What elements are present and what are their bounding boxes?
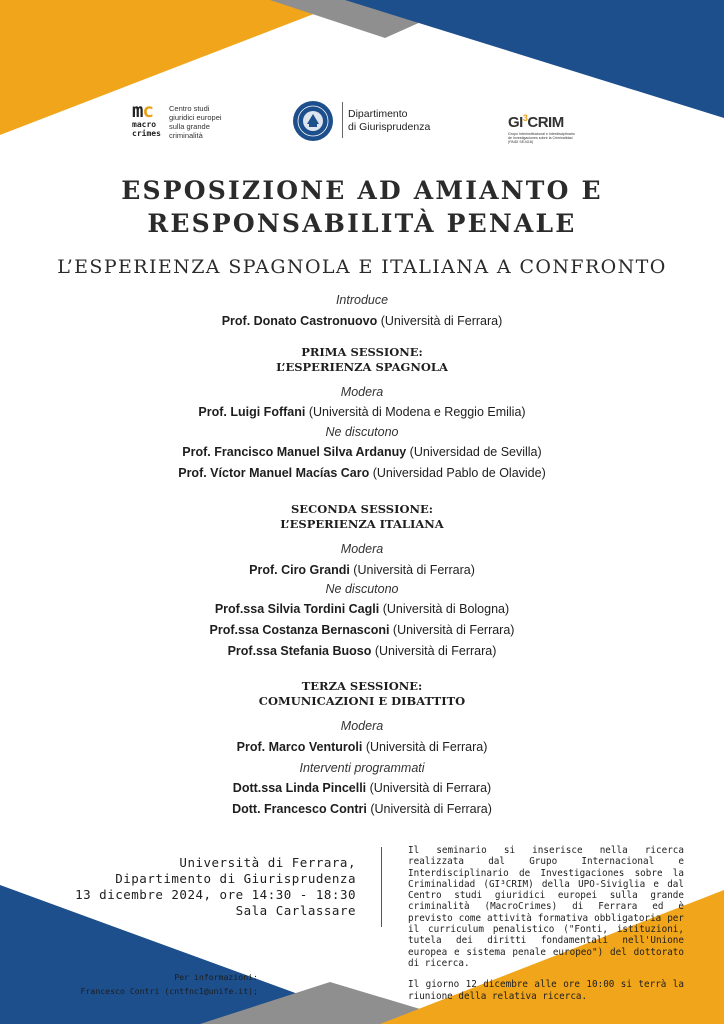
- session2-mod-role: Modera: [340, 542, 384, 556]
- university-seal-icon: [292, 100, 334, 142]
- session2-panelist2: [0, 622, 724, 638]
- mc-macro: macro: [132, 120, 157, 129]
- page-subtitle: L’ESPERIENZA SPAGNOLA E ITALIANA A CONFRONTO: [57, 256, 667, 278]
- session2-panelist1: [0, 601, 724, 617]
- venue-line2: Dipartimento di Giurisprudenza: [115, 871, 356, 886]
- intro-speaker: [0, 313, 724, 329]
- session3-speaker2: [0, 801, 724, 817]
- intro-role: Introduce: [335, 293, 389, 307]
- gi3crim-name: [508, 110, 578, 131]
- event-notes: [408, 845, 684, 1012]
- speaker-affiliation: (Università di Ferrara): [389, 623, 515, 637]
- gi-text: GI: [508, 114, 523, 131]
- macrocrimes-mark: [132, 102, 166, 138]
- session2-moderator: [0, 562, 724, 578]
- speaker-name: Prof. Francisco Manuel Silva Ardanuy: [182, 445, 407, 459]
- gi3crim-logo: [508, 110, 578, 144]
- gi-sup: 3: [522, 113, 528, 123]
- session2-panelist3: [0, 643, 724, 659]
- mc-c-letter: c: [142, 100, 153, 122]
- speaker-affiliation: (Universidad Pablo de Olavide): [369, 466, 546, 480]
- session2-disc-role: Ne discutono: [325, 582, 399, 596]
- session3-title2: COMUNICAZIONI E DIBATTITO: [258, 694, 466, 708]
- session2-title2: L’ESPERIENZA ITALIANA: [280, 517, 444, 531]
- speaker-name: Dott.ssa Linda Pincelli: [232, 781, 367, 795]
- session3-moderator: [0, 739, 724, 755]
- speaker-name: Prof.ssa Stefania Buoso: [227, 644, 372, 658]
- dipartimento-text: [348, 108, 448, 133]
- session3-title1: TERZA SESSIONE:: [301, 679, 423, 693]
- mc-crimes: crimes: [132, 128, 161, 138]
- dipartimento-logo: [292, 98, 442, 144]
- research-note: Il seminario si inserisce nella ricerca realizzata dal Grupo Internacional e Interdisciplinario de Investigaciones sobre la Criminalidad (GI³CRIM) della UPO-Siviglia e dal Centro studi giuridici europei sulla grande criminalità (MacroCrimes) di Ferrara ed è previsto come attività formativa obbligatoria per il curriculum penalistico ("Fonti, istituzioni, tutela dei diritti fondamentali nell'Unione europea e sistema penale europeo") del dottorato di ricerca.: [408, 845, 684, 969]
- session1-panelist2: [0, 465, 724, 481]
- event-datetime: 13 dicembre 2024, ore 14:30 - 18:30: [75, 887, 356, 902]
- session1-title1: PRIMA SESSIONE:: [301, 345, 423, 359]
- info-label: Per informazioni:: [174, 972, 258, 982]
- event-venue: [60, 855, 356, 919]
- session1-panelist1: [0, 444, 724, 460]
- dipartimento-line1: Dipartimento: [348, 108, 408, 120]
- title-line1: ESPOSIZIONE AD AMIANTO E: [121, 176, 603, 205]
- crim-text: CRIM: [527, 114, 564, 131]
- title-line2: RESPONSABILITÀ PENALE: [147, 209, 577, 238]
- session2-title1: SECONDA SESSIONE:: [291, 502, 433, 516]
- macrocrimes-text: Centro studi giuridici europei sulla grande criminalità: [169, 104, 222, 140]
- session3-speaker1: [0, 780, 724, 796]
- session3-mod-role: Modera: [340, 719, 384, 733]
- speaker-name: Prof. Ciro Grandi: [249, 563, 350, 577]
- speaker-affiliation: (Università di Ferrara): [366, 802, 492, 816]
- speaker-name: Prof. Víctor Manuel Macías Caro: [178, 466, 370, 480]
- session1-title2: L’ESPERIENZA SPAGNOLA: [276, 360, 448, 374]
- session1-moderator: [0, 404, 724, 420]
- logo-separator: [342, 102, 343, 138]
- speaker-name: Dott. Francesco Contri: [232, 802, 367, 816]
- session1-disc-role: Ne discutono: [325, 425, 399, 439]
- speaker-affiliation: (Università di Ferrara): [362, 740, 488, 754]
- speaker-affiliation: (Universidad de Sevilla): [406, 445, 542, 459]
- dipartimento-line2: di Giurisprudenza: [348, 120, 431, 133]
- speaker-name: Prof. Marco Venturoli: [236, 740, 363, 754]
- speaker-name: Prof.ssa Silvia Tordini Cagli: [214, 602, 380, 616]
- macrocrimes-logo: [132, 102, 232, 144]
- page-title: [40, 174, 684, 240]
- footer-divider: [381, 847, 382, 927]
- logo-bar: [0, 98, 724, 148]
- speaker-affiliation: (Università di Bologna): [379, 602, 510, 616]
- session1-mod-role: Modera: [340, 385, 384, 399]
- speaker-name: Prof. Luigi Foffani: [198, 405, 306, 419]
- speaker-affiliation: (Università di Ferrara): [366, 781, 492, 795]
- session3-int-role: Interventi programmati: [299, 761, 425, 775]
- speaker-affiliation: (Università di Modena e Reggio Emilia): [305, 405, 526, 419]
- venue-line1: Università di Ferrara,: [179, 855, 356, 870]
- meeting-note: Il giorno 12 dicembre alle ore 10:00 si terrà la riunione della relativa ricerca.: [408, 979, 684, 1002]
- info-contact[interactable]: Francesco Contri (cntfnc1@unife.it);: [80, 986, 258, 996]
- contact-info: [60, 970, 258, 998]
- event-room: Sala Carlassare: [235, 903, 356, 918]
- speaker-name: Prof.ssa Costanza Bernasconi: [209, 623, 390, 637]
- speaker-affiliation: (Università di Ferrara): [371, 644, 497, 658]
- gi3crim-subtitle: Grupo Interinstitucional e Interdisciplinario de Investigaciones sobre la Criminalidad (PAIDI SEJ418): [508, 132, 575, 145]
- speaker-name: Prof. Donato Castronuovo: [221, 314, 378, 328]
- mc-m-letter: m: [132, 100, 143, 122]
- speaker-affiliation: (Università di Ferrara): [349, 563, 475, 577]
- speaker-affiliation: (Università di Ferrara): [377, 314, 503, 328]
